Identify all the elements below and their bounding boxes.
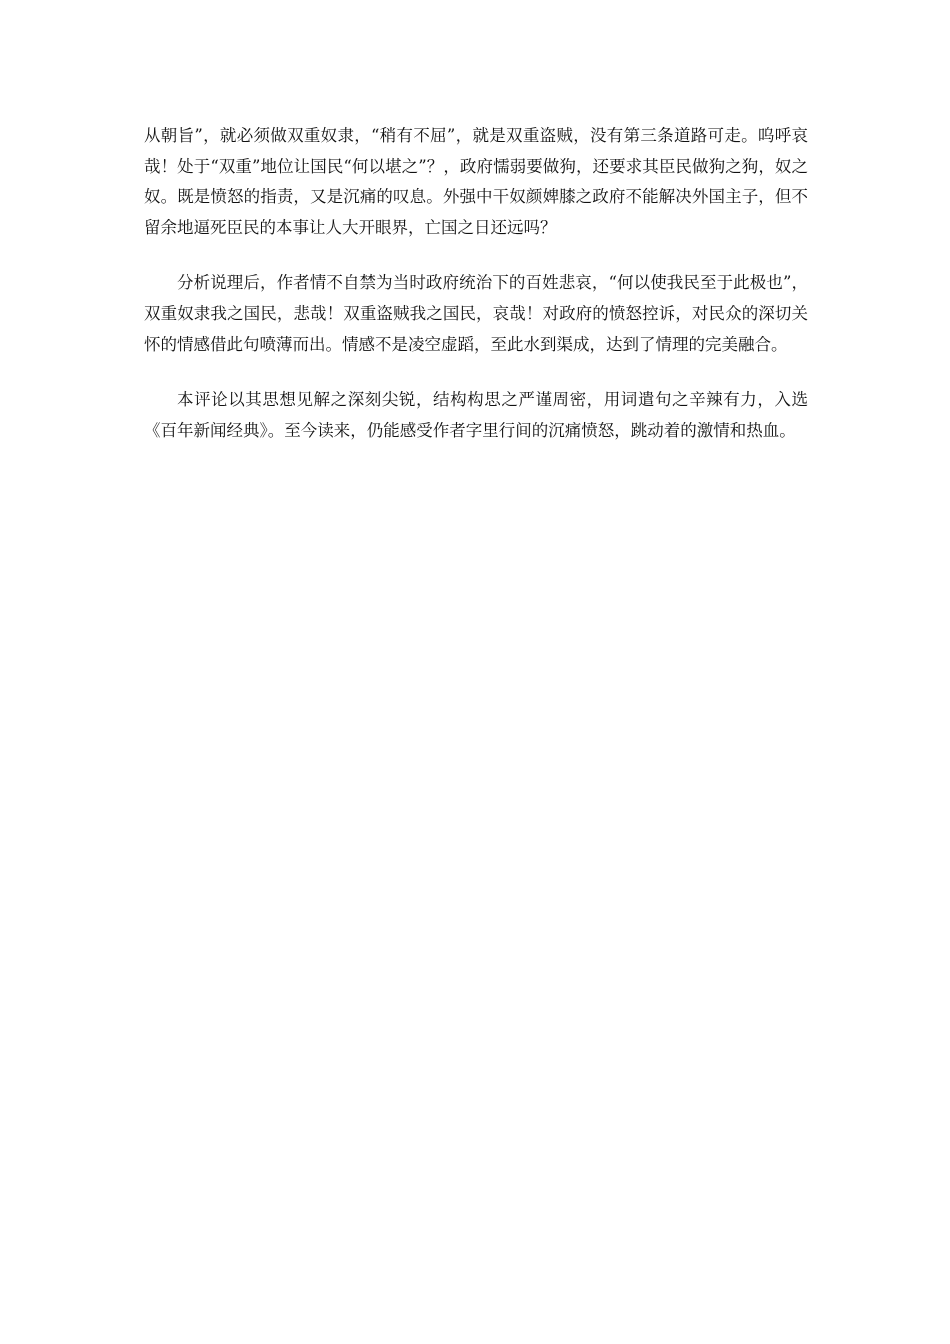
paragraph-conclusion: 本评论以其思想见解之深刻尖锐，结构构思之严谨周密，用词遣句之辛辣有力，入选《百年新闻经典》。至今读来，仍能感受作者字里行间的沉痛愤怒，跳动着的激情和热血。 [144,390,808,440]
paragraph-analysis: 分析说理后，作者情不自禁为当时政府统治下的百姓悲哀，“何以使我民至于此极也”，双重奴隶我之国民，悲哉！双重盗贼我之国民，哀哉！对政府的愤怒控诉，对民众的深切关怀的情感借此句喷薄而出。情感不是凌空虚蹈，至此水到渠成，达到了情理的完美融合。 [144,273,808,354]
document-page [144,121,808,471]
paragraph-continuation: 从朝旨”，就必须做双重奴隶，“稍有不屈”，就是双重盗贼，没有第三条道路可走。呜呼哀哉！处于“双重”地位让国民“何以堪之”？，政府懦弱要做狗，还要求其臣民做狗之狗，奴之奴。既是愤怒的指责，又是沉痛的叹息。外强中干奴颜婢膝之政府不能解决外国主子，但不留余地逼死臣民的本事让人大开眼界，亡国之日还远吗？ [144,126,808,237]
